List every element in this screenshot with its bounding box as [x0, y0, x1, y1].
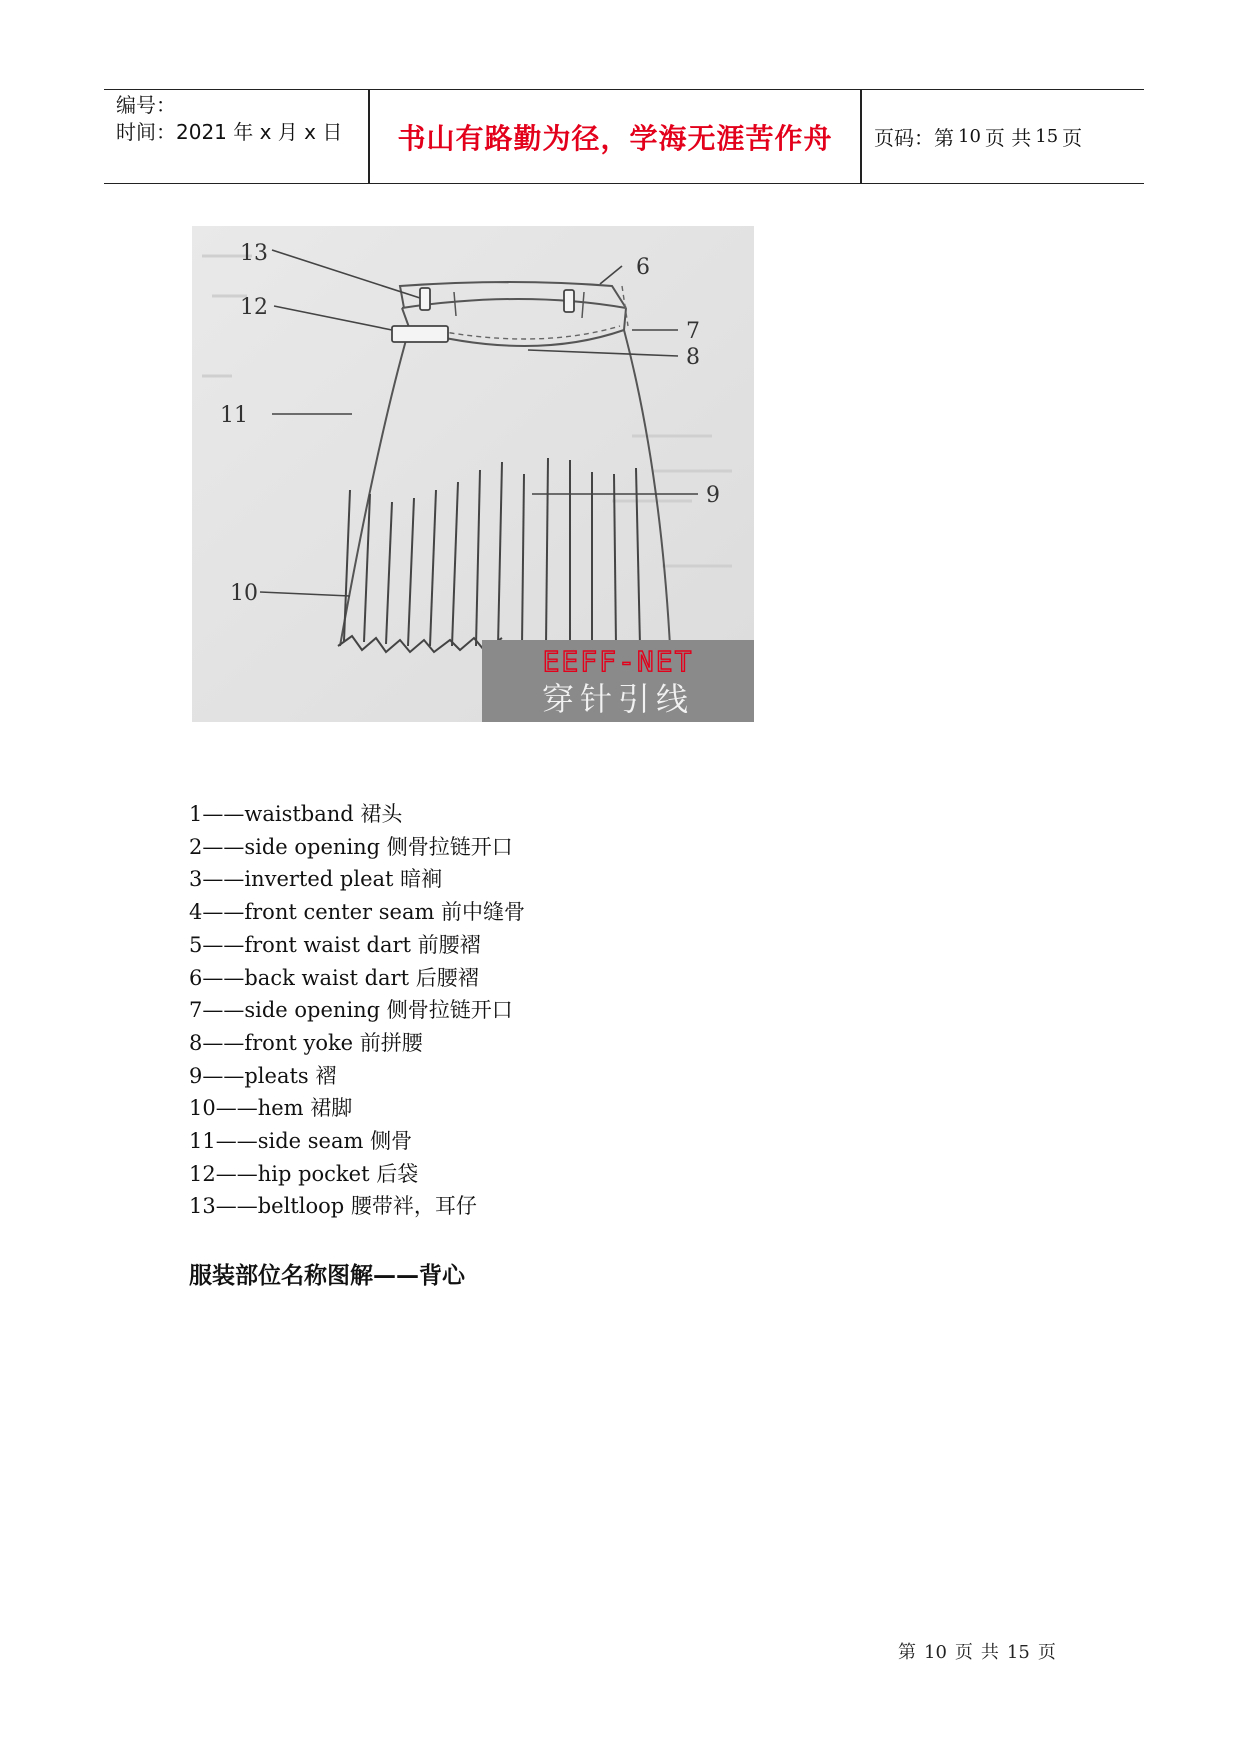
legend-item: 10——hem 裙脚 — [189, 1096, 353, 1121]
legend-item: 13——beltloop 腰带袢，耳仔 — [189, 1194, 477, 1219]
callout-label: 13 — [240, 241, 268, 266]
legend-item: 11——side seam 侧骨 — [189, 1129, 413, 1154]
hip-pocket — [392, 326, 448, 342]
watermark — [482, 640, 754, 722]
page-footer — [898, 1638, 1064, 1664]
legend-item: 5——front waist dart 前腰褶 — [189, 932, 481, 957]
header-motto: 书山有路勤为径，学海无涯苦作舟 — [397, 121, 833, 155]
footer-page-current: 10 — [924, 1642, 947, 1663]
header-meta — [116, 92, 366, 181]
legend-item: 9——pleats 褶 — [189, 1063, 337, 1088]
section-title: 服装部位名称图解——背心 — [189, 1263, 465, 1289]
watermark-chinese: 穿针引线 — [541, 680, 695, 718]
time-label: 时间：2021 年 x 月 x 日 — [116, 120, 343, 144]
page-prefix: 页码：第 — [874, 126, 954, 150]
callout-label: 9 — [706, 483, 720, 508]
legend-list — [189, 798, 889, 1223]
legend-item: 8——front yoke 前拼腰 — [189, 1030, 423, 1055]
legend-item: 12——hip pocket 后袋 — [189, 1161, 419, 1186]
footer-word: 共 — [980, 1642, 999, 1663]
legend-item: 1——waistband 裙头 — [189, 802, 403, 826]
callout-label: 10 — [230, 581, 258, 606]
legend-item: 6——back waist dart 后腰褶 — [189, 965, 479, 990]
watermark-brand: EEFF-NET — [542, 645, 694, 678]
footer-page-total: 15 — [1006, 1642, 1030, 1663]
header-page-info — [874, 90, 1082, 183]
legend-item: 7——side opening 侧骨拉链开口 — [189, 998, 513, 1023]
skirt-diagram — [192, 226, 754, 722]
footer-word: 页 — [1037, 1642, 1056, 1663]
callout-label: 11 — [220, 403, 248, 428]
callout-label: 6 — [636, 255, 650, 280]
callout-label: 12 — [240, 295, 268, 320]
legend-item: 2——side opening 侧骨拉链开口 — [189, 834, 513, 859]
serial-label: 编号： — [116, 93, 176, 117]
header-divider — [860, 90, 862, 183]
footer-word: 页 — [954, 1642, 973, 1663]
beltloop-right — [564, 290, 574, 312]
beltloop-left — [420, 288, 430, 310]
page-current: 10 — [958, 126, 981, 147]
callout-label: 8 — [686, 345, 700, 370]
page-total: 15 — [1035, 126, 1059, 147]
header-table — [104, 89, 1144, 184]
page-mid: 页 共 — [984, 126, 1032, 150]
legend-item: 4——front center seam 前中缝骨 — [189, 900, 526, 925]
legend-item: 3——inverted pleat 暗裥 — [189, 867, 443, 892]
footer-word: 第 — [898, 1642, 916, 1663]
callout-label: 7 — [686, 319, 700, 344]
page-suffix: 页 — [1062, 126, 1083, 150]
